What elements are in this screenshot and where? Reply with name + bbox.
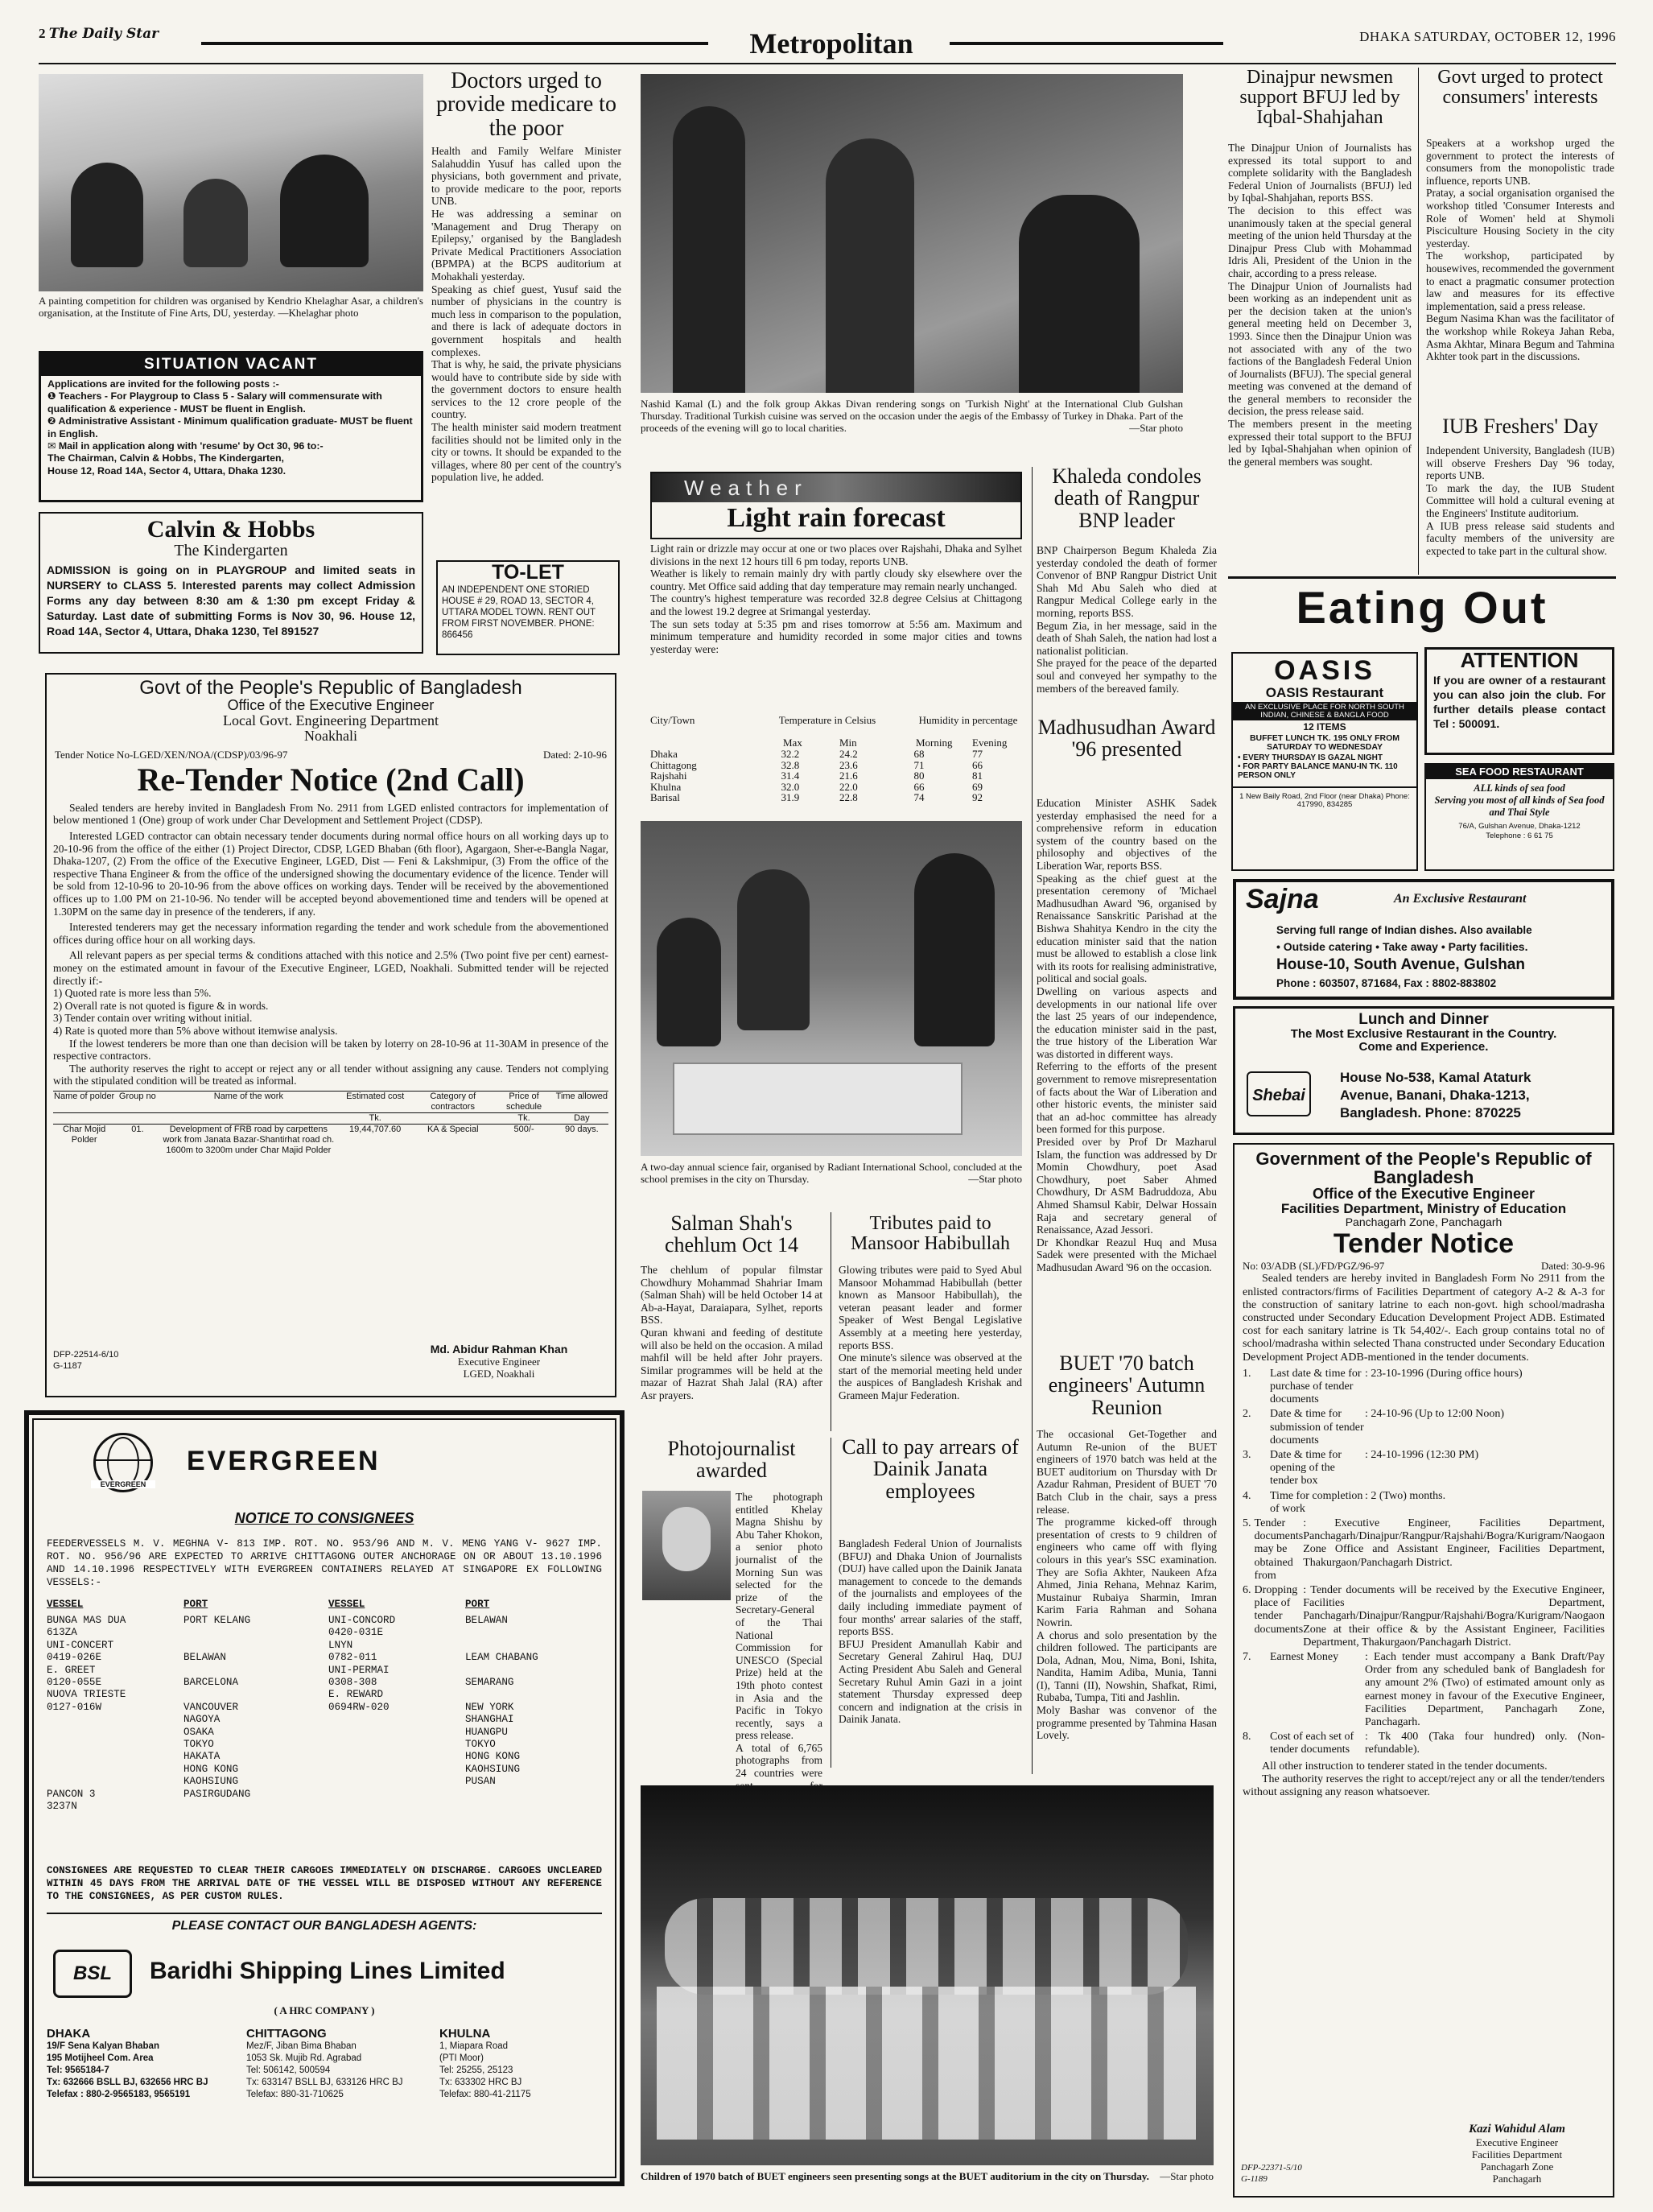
evergreen-logo (93, 1433, 153, 1492)
humidity-morning: 68 (913, 748, 925, 760)
item-number: 5. (1243, 1517, 1251, 1529)
sajna-logo: Sajna (1246, 884, 1319, 914)
page-number-flag (39, 26, 159, 42)
nashid-caption (641, 398, 1183, 456)
table-row (650, 760, 1004, 771)
item-value: : 24-10-1996 (12:30 PM) (1365, 1448, 1479, 1461)
humidity-evening: 69 (972, 780, 983, 793)
tender1-office: Office of the Executive Engineer (227, 697, 435, 714)
agent-office (47, 2027, 232, 2101)
calvin-body: ADMISSION is going on in PLAYGROUP and limited seats in NURSERY to CLASS 5. Interested parents may collect Admission Forms any day between 8:30 am & 1:30 pm except Friday & Saturday. Last date of submitting Forms is Nov 30, 96. House 12, Road 14A, Sector 4, Uttara, Dhaka 1230, Tel 891527 (47, 563, 415, 638)
sajna-line: • Outside catering • Take away • Party facilities. (1276, 940, 1528, 953)
tender1-paragraph: Interested tenderers may get the necessary information regarding the tender and work schedule from the abovementioned offices during office hour on all working days. (53, 921, 608, 946)
item-key: Date & time for opening of the tender box (1270, 1448, 1342, 1488)
shebai-logo: Shebai (1247, 1071, 1311, 1116)
photo-figure (826, 138, 914, 393)
city-name: Rajshahi (650, 770, 687, 782)
tender1-work-table (53, 1091, 608, 1156)
science-caption (641, 1161, 1022, 1199)
table-subheader: Morning (916, 737, 953, 749)
iub-body: Independent University, Bangladesh (IUB) will observe Freshers Day '96 today, reports UNB. To mark the day, the IUB Student Committee will hold a cultural evening at the Engineers' Institute auditorium. A IUB press release said students and faculty members of the university are expected to take part in the cultural show. (1426, 444, 1614, 557)
photo-figure (737, 869, 810, 1030)
city-name: Dhaka (650, 748, 678, 760)
oasis-buffet: BUFFET LUNCH TK. 195 ONLY FROM SATURDAY TO WEDNESDAY (1249, 733, 1400, 753)
table-unit: Day (574, 1112, 590, 1123)
humidity-morning: 74 (913, 791, 925, 803)
calvin-hobbs-ad (39, 512, 423, 654)
table-subheader: Min (839, 737, 857, 749)
table-unit: Tk. (517, 1112, 530, 1123)
office-city: DHAKA (47, 2027, 91, 2041)
table-unit (53, 1112, 115, 1124)
consumers-body: Speakers at a workshop urged the government to protect the interests of consumers from the monopolistic trade influence, reports UNB. Pratay, a social organisation organised the workshop titled 'Consumer Interests and Role of Women' held at Shymoli Pisciculture Housing Society in the city yesterday. The workshop, participated by housewives, recommended the government to enact a pragmatic consumer protection law and measures for its effective implementation, said a press release. Begum Nasima Khan was the facilitator of the workshop while Rokeya Jahan Reba, Asma Akhtar, Minara Begum and Tahmina Akhter took part in the discussions. (1426, 137, 1614, 363)
item-value: : 24-10-96 (Up to 12:00 Noon) (1365, 1408, 1505, 1421)
weather-table (650, 710, 1022, 807)
oasis-logo: OASIS (1274, 655, 1375, 686)
table-unit (115, 1112, 159, 1124)
photo-figure (657, 918, 721, 1046)
madhusudhan-headline: Madhusudhan Award '96 presented (1037, 716, 1216, 761)
table-row (650, 792, 1004, 803)
item-key: Tender documents may be obtained from (1254, 1517, 1304, 1582)
tender1-condition: 2) Overall rate is not quoted is figure & in words. (53, 999, 269, 1012)
table-unit (159, 1112, 337, 1124)
table-header: PORT (465, 1599, 490, 1610)
city-name: Chittagong (650, 758, 697, 771)
situation-title: SITUATION VACANT (41, 353, 421, 376)
table-header: Temperature in Celsius (778, 714, 876, 726)
max-temp: 31.4 (781, 770, 800, 782)
tender1-paragraph: The authority reserves the right to accept or reject any or all tender without assigning any cause. Tenders not complying with the stipulated condition will be treated as informal. (53, 1062, 608, 1087)
tender1-paragraph: If the lowest tenderers be more than one than decision will be taken by loterry on 28-10-96 at 11-30AM in presence of the respective contractors. (53, 1037, 608, 1063)
dateline: DHAKA SATURDAY, OCTOBER 12, 1996 (1359, 29, 1616, 44)
photo-figure (183, 179, 248, 267)
column-rule (1032, 467, 1033, 1774)
janata-body: Bangladesh Federal Union of Journalists (BFUJ) and Dhaka Union of Journalists (DUJ) have called upon the Dainik Janata management to concede to the demands of the journalists and employees of the daily including immediate payment of four months' arrear salaries of the staff, reports BSS. BFUJ President Amanullah Kabir and Secretary General Zahirul Haq, DUJ Acting President Abu Saleh and General Secretary Ruhul Amin Gazi in a joint statement Thursday expressed deep concern and indignation at the crisis in Dainik Janata. (839, 1537, 1022, 1726)
list-item (1243, 1517, 1605, 1583)
item-number: 8. (1243, 1731, 1251, 1744)
list-item (1243, 1490, 1605, 1516)
port-column: BELAWAN LEAM CHABANG SEMARANG NEW YORK SHANGHAI HUANGPU TOKYO HONG KONG KAOHSIUNG PUSAN (465, 1615, 538, 1788)
buet-headline: BUET '70 batch engineers' Autumn Reunion (1048, 1352, 1206, 1419)
table-cell: 90 days. (565, 1124, 599, 1134)
tender1-dated: Dated: 2-10-96 (542, 748, 607, 761)
item-value: : Executive Engineer, Facilities Department, Panchagarh/Dinajpur/Rangpur/Rajshahi/Bogra/Kurigram/Naogaon Zone Office and Assistant Engineer, Facilities Department, Thakurgaon/Panchagarh District. (1303, 1517, 1605, 1569)
tender2-intro: Sealed tenders are hereby invited in Bangladesh Form No 2911 from the enlisted contractors/firms of Facilities Department of category A-2 & A-3 for the construction of sanitary latrine to each non-govt. high school/madrasha constructed under Secondary Education Development Project ADB. Estimated cost for each sanitary latrine is Tk 54,402/-. Each group contains total no of school/madrasha within selected Thana constructed under Secondary Education Development Project ADB-mentioned in the tender documents. (1243, 1273, 1605, 1364)
page-number: 2 (39, 26, 46, 41)
divider (1228, 576, 1616, 579)
max-temp: 32.0 (781, 780, 800, 793)
tolet-ad (436, 560, 620, 655)
humidity-evening: 77 (972, 748, 983, 760)
humidity-evening: 92 (972, 791, 983, 803)
weather-box (650, 472, 1022, 539)
tender1-paragraph: Interested LGED contractor can obtain necessary tender documents during normal office hours on all working days up to 20-10-96 from the office of the either (1) Project Director, CDSP, LGED Bhaban (6th floor), Agargaon, Sher-e-Bangla Nagar, Dhaka-1207, (2) From the office of the Executive Engineer, LGED, Dist — Feni & Lakshmipur, (3) From the office of the respective Thana Engineer & from the office of the undersigned showing the documentary evidence of the licence. Tender will be sold from 12-10-96 to 20-10-96 from the above offices on working days. Tender will be received by the abovementioned offices up to 1.00 PM on 21-10-96. No tender will be accepted beyond abovementioned time and tenders will be opened at 1.30PM on the same day in presence of the tenderers, if any. (53, 830, 608, 918)
evergreen-warning: CONSIGNEES ARE REQUESTED TO CLEAR THEIR CARGOES IMMEDIATELY ON DISCHARGE. CARGOES UNCLEARED WITHIN 45 DAYS FROM THE ARRIVAL DATE OF THE VESSEL WILL BE DISPOSED WITHOUT ANY REFERENCE TO THE CONSIGNEES, AS PER CUSTOM RULES. (47, 1865, 602, 1902)
item-number: 7. (1243, 1650, 1251, 1663)
vessel-column: UNI-CONCORD 0420-031E LNYN 0782-011 UNI-PERMAI 0308-308 E. REWARD 0694RW-020 (328, 1615, 396, 1713)
item-value: : Each tender must accompany a Bank Draft/Pay Order from any scheduled bank of Bangladesh for any amount 2% (Two) of estimated amount only as earnest money in favour of the Executive Engineer, Facilities Department, Panchagarh Zone, Panchagarh. (1365, 1650, 1605, 1728)
calvin-title: Calvin & Hobbs (146, 516, 315, 543)
evergreen-notice (24, 1410, 625, 2186)
evergreen-intro: FEEDERVESSELS M. V. MEGHNA V- 813 IMP. ROT. NO. 953/96 AND M. V. MENG YANG V- 9627 IMP. ROT. NO. 956/96 ARE EXPECTED TO ARRIVE CHITTAGONG OUTER ANCHORAGE ON OR ABOUT 13.10.1996 AND 14.10.1996 RESPECTIVELY WITH EVERGREEN CONTAINERS RELAYED AT SINGAPORE EX FOLLOWING VESSELS:- (47, 1538, 602, 1588)
tender1-paragraph: All relevant papers as per special terms & conditions attached with this notice and 2.5% (Two point five per cent) earnest-money on the estimated amount in favour of the Executive Engineer, LGED, Noakhali. Submitted tender will be rejected directly if:- (53, 949, 608, 987)
tender1-notice-no: Tender Notice No-LGED/XEN/NOA/(CDSP)/03/96-97 (55, 748, 288, 761)
dinajpur-body: The Dinajpur Union of Journalists has expressed its total support to and complete solidarity with the Bangladesh Federal Union of Journalists (BFUJ) led by Iqbal-Shahjahan, reports BSS. The decision to this effect was unanimously taken at the special general meeting of the union held Thursday at the Dinajpur Press Club with Mohammad Idris Ali, President of the Union in the chair, according to a press release. The Dinajpur Union of Journalists had been working as an independent unit as per the decision taken at the union's general meeting held on December 3, 1993. Since then the Dinajpur Union was not associated with any of the two factions of the Bangladesh Federal Union of Journalists (BFUJ). The special general meeting was convened at the demand of the general members to reconsider the decision, the press release said. The members present in the meeting expressed their total support to the BFUJ led by Iqbal-Shahjahan when opinion of the general members was sought. (1228, 142, 1412, 468)
max-temp: 32.8 (781, 758, 800, 771)
item-key: Time for completion of work (1270, 1489, 1363, 1515)
humidity-morning: 80 (913, 770, 925, 782)
photo-figure (280, 155, 369, 267)
shebai-line: Come and Experience. (1358, 1039, 1489, 1054)
list-item (1243, 1368, 1605, 1407)
table-header: Group no (118, 1091, 156, 1101)
table-header: Name of the work (213, 1091, 283, 1101)
eating-out-title: Eating Out (1296, 582, 1548, 633)
tender1-dfp: DFP-22514-6/10 G-1187 (53, 1350, 119, 1371)
list-item (1243, 1651, 1605, 1729)
table-row (53, 1124, 608, 1156)
item-value: : 2 (Two) months. (1365, 1489, 1446, 1502)
oasis-ad (1231, 652, 1418, 871)
table-header: City/Town (650, 714, 695, 726)
tender2-title: Tender Notice (1333, 1228, 1515, 1259)
table-cell: 01. (131, 1124, 144, 1134)
tender2-dated: Dated: 30-9-96 (1540, 1260, 1605, 1273)
item-number: 1. (1243, 1367, 1251, 1380)
table-cell: 19,44,707.60 (349, 1124, 402, 1134)
table-header: Estimated cost (346, 1091, 405, 1101)
photo-model (673, 1063, 963, 1135)
tender2-gov: Government of the People's Republic of Bangladesh (1255, 1149, 1592, 1188)
attention-body: If you are owner of a restaurant you can also join the club. For further details please contact Tel : 500091. (1433, 674, 1606, 731)
agent-office (439, 2027, 608, 2101)
tender1-dept: Local Govt. Engineering Department (223, 712, 439, 729)
humidity-evening: 66 (972, 758, 983, 771)
tender2-zone: Panchagarh Zone, Panchagarh (1345, 1215, 1503, 1228)
photojournalist-headline: Photojournalist awarded (667, 1437, 796, 1483)
humidity-morning: 66 (913, 780, 925, 793)
masthead-rule (39, 63, 1616, 64)
photo-credit: —Star photo (1160, 2170, 1214, 2182)
table-unit (413, 1112, 493, 1124)
seafood-body: ALL kinds of sea food Serving you most of all kinds of Sea food and Thai Style (1434, 782, 1605, 818)
calvin-subtitle: The Kindergarten (174, 541, 288, 559)
table-header: Name of polder (54, 1091, 115, 1101)
science-fair-photo (641, 821, 1022, 1156)
humidity-morning: 71 (913, 758, 925, 771)
tender2-dept: Facilities Department, Ministry of Education (1280, 1201, 1567, 1217)
photo-figure (1019, 195, 1140, 393)
khaleda-body: BNP Chairperson Begum Khaleda Zia yesterday condoled the death of former Convenor of BNP Rangpur District Unit Shah Md Abu Saleh who died at Rangpur Medical College early in the morning, reports BSS. Begum Zia, in her message, said in the death of Shah Saleh, the nation had lost a nationalist politician. She prayed for the peace of the departed soul and conveyed her sympathy to the members of the bereaved family. (1037, 544, 1217, 695)
seafood-ad (1424, 763, 1614, 871)
table-header: PORT (183, 1599, 208, 1610)
lged-tender-notice (45, 673, 616, 1397)
item-number: 6. (1243, 1583, 1251, 1596)
max-temp: 31.9 (781, 791, 800, 803)
min-temp: 24.2 (839, 748, 858, 760)
office-city: CHITTAGONG (246, 2027, 327, 2041)
table-header: VESSEL (328, 1599, 365, 1610)
item-value: : Tender documents will be received by the Executive Engineer, Facilities Department, Panchagarh/Dinajpur/Rangpur/Rajshahi/Bogra/Kurigram/Naogaon Zone at their office & by the Assistant Engineer, Facilities Department, Thakurgaon/Panchagarh District. (1303, 1583, 1605, 1649)
tender1-condition: 4) Rate is quoted more than 5% above without itemwise analysis. (53, 1024, 338, 1037)
item-number: 2. (1243, 1408, 1251, 1421)
table-header: Time allowed (555, 1091, 608, 1101)
masthead-rule-right (950, 42, 1223, 45)
khaleda-headline: Khaleda condoles death of Rangpur BNP leader (1052, 464, 1202, 532)
sajna-line: House-10, South Avenue, Gulshan (1276, 956, 1525, 973)
salman-body: The chehlum of popular filmstar Chowdhury Mohammad Shahriar Imam (Salman Shah) will be held October 14 at Ab-a-Hayat, Daraiapara, Sylhet, reports BSS. Quran khwani and feeding of destitute will also be held on the occasion. A milad mahfil will be held after Johr prayers. Similar programmes will be held at the mazar of Hazrat Shah Jalal (RA) after Asr prayers. (641, 1264, 822, 1401)
caption-text: Children of 1970 batch of BUET engineers seen presenting songs at the BUET auditorium in the city on Thursday. (641, 2170, 1149, 2182)
table-cell: Development of FRB road by carpettens work from Janata Bazar-Shantirhat road ch. 1600m to 3200m under Char Majid Polder (163, 1124, 335, 1155)
shebai-line: Avenue, Banani, Dhaka-1213, (1340, 1087, 1530, 1103)
min-temp: 21.6 (839, 770, 858, 782)
evergreen-brand: EVERGREEN (187, 1446, 381, 1476)
photojournalist-body: The photograph entitled Khelay Magna Shishu by Abu Taher Khokon, a senior photo journalist of the Morning Sun was selected for the prize of the Secretary-General of the Thai National Commission for UNESCO (Special Prize) held at the 19th photo contest in Asia and the Pacific in Tokyo recently, says a press release. A total of 6,765 photographs from 24 countries were (736, 1491, 822, 1780)
vessel-table (47, 1599, 602, 1853)
shebai-ad (1233, 1006, 1614, 1135)
nashid-kamal-photo (641, 74, 1183, 393)
bsl-logo (53, 1950, 132, 1998)
agent-name: Baridhi Shipping Lines Limited (150, 1958, 505, 1984)
sajna-tag: An Exclusive Restaurant (1394, 892, 1527, 906)
situation-vacant-ad (39, 351, 423, 502)
tender1-paragraph: Sealed tenders are hereby invited in Bangladesh From No. 2911 from LGED enlisted contractors for implementation of below mentioned 1 (One) group of work under Char Development and Settlement Project (CDSP). (53, 801, 608, 827)
tolet-body: AN INDEPENDENT ONE STORIED HOUSE # 29, ROAD 13, SECTOR 4, UTTARA MODEL TOWN. RENT OUT FROM FIRST NOVEMBER. PHONE: 866456 (442, 585, 596, 641)
list-item (1243, 1408, 1605, 1447)
tributes-headline: Tributes paid to Mansoor Habibullah (851, 1213, 1010, 1255)
table-row (650, 782, 1004, 793)
table-header: VESSEL (47, 1599, 84, 1610)
tender1-place: Noakhali (304, 727, 357, 744)
consumers-headline: Govt urged to protect consumers' interests (1437, 67, 1603, 109)
list-item (1243, 1584, 1605, 1649)
doctors-headline: Doctors urged to provide medicare to the poor (436, 68, 616, 141)
seafood-address: 76/A, Gulshan Avenue, Dhaka-1212 Telephone : 6 61 75 (1458, 821, 1581, 840)
tributes-body: Glowing tributes were paid to Syed Abul Mansoor Mohammad Habibullah (better known as Mansoor Habibullah), the veteran peasant leader and former Speaker of West Bengal Legislative Assembly at a meeting here yesterday, reports BSS. One minute's silence was observed at the start of the memorial meeting held under the auspices of Bangladesh Krishak and Grameen Majur Federation. (839, 1264, 1022, 1401)
tolet-title: TO-LET (492, 561, 564, 584)
min-temp: 22.8 (839, 791, 858, 803)
sajna-line: Phone : 603507, 871684, Fax : 8802-883802 (1276, 977, 1497, 989)
globe-icon (96, 1459, 150, 1461)
buet-body: The occasional Get-Together and Autumn Re-union of the BUET engineers of 1970 batch was held at the BUET auditorium on Thursday with Dr Azadur Rahman, President of BUET '70 Batch Club in the chair, says a press release. The programme kicked-off through presentation of crests to 9 children of engineers who came off with flying colours in this year's SSC examination. They are Sofia Akhter, Naukeen Afza Ahmed, Jinia Rehana, Mehnaz Karim, Mustainur Rubaiya Sharmin, Imran Karim Faria Rahman and Sohana Nowrin. A chorus and solo presentation by the children followed. The participants are Dola, Adnan, Mou, Nima, Boni, Ishita, Nandita, Hamim Adiba, Munia, Tanni (I), Tanni (II), Nowshin, Shafkat, Rimi, Rubaba, Tumpa, Titi and Jashlin. Moly Bashar was convenor of the programme presented by Tahmina Hasan Lovely. (1037, 1428, 1217, 1742)
tender1-title: Re-Tender Notice (2nd Call) (137, 761, 525, 798)
bsl-logo-text: BSL (73, 1962, 112, 1984)
caption-text: Nashid Kamal (L) and the folk group Akkas Divan rendering songs on 'Turkish Night' at the International Club Gulshan Thursday. Traditional Turkish cuisine was served on the occasion under the aegis of the Embassy of Turkey in Dhaka. Part of the proceeds of the evening will go to local charities. (641, 398, 1183, 434)
oasis-address: 1 New Baily Road, 2nd Floor (near Dhaka) Phone: 417990, 834285 (1233, 786, 1416, 814)
city-name: Barisal (650, 791, 680, 803)
table-header: Price of schedule (506, 1091, 542, 1112)
tender2-office: Office of the Executive Engineer (1312, 1186, 1536, 1203)
photo-credit: —Star photo (1129, 422, 1183, 434)
table-header: Humidity in percentage (918, 714, 1018, 726)
table-unit: Tk. (369, 1112, 381, 1123)
table-units-row (53, 1112, 608, 1124)
oasis-items: 12 ITEMS (1303, 721, 1346, 733)
attention-title: ATTENTION (1460, 648, 1579, 672)
port-column: PORT KELANG BELAWAN BARCELONA VANCOUVER NAGOYA OSAKA TOKYO HAKATA HONG KONG KAOHSIUNG PASIRGUDANG (183, 1615, 251, 1800)
paper-name: The Daily Star (48, 26, 159, 42)
agent-office (246, 2027, 423, 2101)
contact-label: PLEASE CONTACT OUR BANGLADESH AGENTS: (171, 1919, 477, 1933)
oasis-subtitle: OASIS Restaurant (1265, 684, 1384, 700)
facilities-tender-notice (1233, 1143, 1614, 2198)
table-subheader: Evening (972, 737, 1008, 749)
item-number: 4. (1243, 1489, 1251, 1502)
photo-figure (665, 1898, 1188, 1995)
item-value: : Tk 400 (Taka four hundred) only. (Non-refundable). (1365, 1731, 1605, 1756)
weather-banner: Weather (652, 473, 1020, 502)
masthead-rule-left (201, 42, 708, 45)
item-key: Date & time for submission of tender documents (1270, 1408, 1364, 1446)
office-address: 19/F Sena Kalyan Bhaban 195 Motijheel Com. Area Tel: 9565184-7 Tx: 632666 BSLL BJ, 632656 HRC BJ Telefax : 880-2-9565183, 9565191 (47, 2041, 208, 2099)
salman-headline: Salman Shah's chehlum Oct 14 (664, 1211, 799, 1257)
table-row (650, 770, 1004, 782)
table-header: Category of contractors (430, 1091, 476, 1112)
madhusudhan-body: Education Minister ASHK Sadek yesterday emphasised the need for a comprehensive reform in education system of the country based on the philosophy and objectives of the Liberation War, reports BSS. Speaking as the chief guest at the presentation ceremony of 'Michael Madhusudhan Award '96, organised by Renaissance Sanskritic Parishad at the Bishwa Shahitya Kendro in the city the education minister said that the nation must be allowed to establish a close link with its roots for realising administrative, political and social goals. Dwelling on various aspects and developments in our national life over the last 25 years of our independence, the education minister said in the past, the true history of the Liberation War was distorted in different ways. Referring to the efforts of the present government to remove misrepresentation of facts about the War of Liberation and other historic events, the minister said that an ad-hoc committee has already been formed for this purpose. Presided over by Prof Dr Mazharul Islam, the function was addressed by Dr Momin Chowdhury, poet Asad Chowdhury, poet Saber Ahmed Chowdhury, Dr ASM Badruddoza, Abu Ahmed Shamsul Kabir, Delwar Hossain Raja and secretary general of Renaissance, Azad Jessori. Dr Khondkar Reazul Huq and Musa Sadek were presented with the Michael Madhusudan Award '96 on the occasion. (1037, 797, 1217, 1273)
item-key: Last date & time for purchase of tender documents (1270, 1367, 1362, 1406)
photo-credit: —Star photo (968, 1173, 1022, 1185)
buet-photo-caption (641, 2170, 1214, 2198)
weather-rows (650, 749, 1022, 803)
tender1-condition: 1) Quoted rate is more less than 5%. (53, 987, 212, 1000)
tender2-signer-title: Executive Engineer Facilities Department Panchagarh Zone Panchagarh (1471, 2136, 1563, 2185)
section-title: Metropolitan (749, 27, 913, 60)
oasis-tag: AN EXCLUSIVE PLACE FOR NORTH SOUTH INDIAN, CHINESE & BANGLA FOOD (1233, 702, 1416, 721)
photo-figure (673, 106, 745, 393)
item-value: : 23-10-1996 (During office hours) (1365, 1367, 1523, 1380)
logo-text: EVERGREEN (91, 1480, 155, 1488)
min-temp: 23.6 (839, 758, 858, 771)
table-row (650, 749, 1004, 760)
situation-body: Applications are invited for the following posts :- ❶ Teachers - For Playgroup to Class 5 - Salary will commensurate with qualification & experience - MUST be fluent in English. ❷ Administrative Assistant - Minimum qualification graduate- MUST be fluent in English. ✉ Mail in application along with 'resume' by Oct 30, 96 to:- The Chairman, Calvin & Hobbs, The Kindergarten, House 12, Road 14A, Sector 4, Uttara, Dhaka 1230. (47, 378, 413, 477)
doctors-body: Health and Family Welfare Minister Salahuddin Yusuf has called upon the physicians, both government and private, to provide medicare to the poor, reports UNB. He was addressing a seminar on 'Management and Drug Therapy on Epilepsy,' organised by the Bangladesh Private Medical Practitioners Association (BPMPA) at the BCPS auditorium at Mohakhali yesterday. Speaking as chief guest, Yusuf said the number of physicians in the country is much less in comparison to the population, and there is lack of adequate doctors in government hospitals and health complexes. That is why, he said, the private physicians would have to contribute side by side with the government doctors to ensure health services to the 12 crore people of the country. The health minister said modern treatment facilities should not be limited only in the city or towns. It should be expanded to the villages, where 80 per cent of the country's population live, he added. (431, 145, 621, 484)
shebai-line: Bangladesh. Phone: 870225 (1340, 1105, 1521, 1120)
photo-figure (71, 163, 143, 267)
weather-headline: Light rain forecast (727, 503, 946, 533)
tender1-condition: 3) Tender contain over writing without initial. (53, 1012, 253, 1025)
column-rule (1418, 68, 1419, 575)
office-city: KHULNA (439, 2027, 491, 2041)
tender2-signer: Kazi Wahidul Alam (1469, 2123, 1565, 2136)
vessel-column: BUNGA MAS DUA 613ZA UNI-CONCERT 0419-026E E. GREET 0120-055E NUOVA TRIESTE 0127-016W PANCON 3 3237N (47, 1615, 126, 1813)
humidity-evening: 81 (972, 770, 983, 782)
oasis-bullet: • FOR PARTY BALANCE MANU-IN TK. 110 PERSON ONLY (1238, 762, 1398, 781)
agent-subtitle: ( A HRC COMPANY ) (274, 2004, 375, 2016)
table-cell: KA & Special (427, 1124, 479, 1134)
tender2-closing: All other instruction to tenderer stated in the tender documents. (1262, 1760, 1548, 1772)
item-number: 3. (1243, 1448, 1251, 1461)
item-key: Earnest Money (1270, 1650, 1339, 1663)
list-item (1243, 1449, 1605, 1488)
janata-headline: Call to pay arrears of Dainik Janata employees (842, 1435, 1019, 1503)
tender2-items (1235, 1364, 1613, 1757)
office-address: Mez/F, Jiban Bima Bhaban 1053 Sk. Mujib Rd. Agrabad Tel: 506142, 500594 Tx: 633147 BSLL BJ, 633126 HRC BJ Telefax: 880-31-710625 (246, 2041, 403, 2099)
photo-figure (657, 1987, 1196, 2140)
table-cell: Char Mojid Polder (63, 1124, 106, 1145)
item-key: Dropping place of tender documents (1254, 1583, 1304, 1636)
kendrio-caption: A painting competition for children was organised by Kendrio Khelaghar Asar, a children's organisation, at the Institute of Fine Arts, DU, yesterday. —Khelaghar photo (39, 295, 423, 319)
photo-figure (914, 853, 995, 1046)
attention-ad (1424, 647, 1614, 755)
table-subheader: Max (783, 737, 802, 749)
iub-headline: IUB Freshers' Day (1442, 415, 1598, 438)
weather-body: Light rain or drizzle may occur at one or two places over Rajshahi, Dhaka and Sylhet divisions in the next 12 hours till 6 pm today, reports UNB. Weather is likely to remain mainly dry with partly cloudy sky elsewhere over the country. Met Office said adding that day temperature may remain nearly unchanged. The country's highest temperature was recorded 32.8 degree Celsius at Chittagong and the lowest 19.2 degree at Srimangal yesterday. The sun sets today at 5:35 pm and rises tomorrow at 5:56 am. Maximum and minimum temperature and humidity recorded in some major cities and towns yesterday were: (650, 543, 1022, 655)
sajna-line: Serving full range of Indian dishes. Also available (1276, 924, 1532, 936)
office-address: 1, Miapara Road (PTI Moor) Tel: 25255, 25123 Tx: 633302 HRC BJ Telefax: 880-41-21175 (439, 2041, 531, 2099)
divider (47, 1913, 602, 1914)
kendrio-photo (39, 74, 423, 291)
tender2-closing: The authority reserves the right to accept/reject any or all the tender/tenders without assigning any reason whatsoever. (1243, 1772, 1605, 1798)
dinajpur-headline: Dinajpur newsmen support BFUJ led by Iqbal-Shahjahan (1239, 67, 1400, 129)
city-name: Khulna (650, 780, 682, 793)
list-item (1243, 1731, 1605, 1756)
caption-text: A two-day annual science fair, organised by Radiant International School, concluded at the school premises in the city on Thursday. (641, 1161, 1022, 1185)
min-temp: 22.0 (839, 780, 858, 793)
tender2-number: No: 03/ADB (SL)/FD/PGZ/96-97 (1243, 1260, 1385, 1273)
shebai-line: The Most Exclusive Restaurant in the Country. (1290, 1026, 1557, 1041)
tender1-gov: Govt of the People's Republic of Bangladesh (139, 677, 522, 699)
tender1-signer: Md. Abidur Rahman Khan (430, 1343, 568, 1356)
oasis-bullet: • EVERY THURSDAY IS GAZAL NIGHT (1238, 753, 1383, 763)
shebai-title: Lunch and Dinner (1358, 1011, 1489, 1028)
table-cell: 500/- (513, 1124, 534, 1134)
max-temp: 32.2 (781, 748, 800, 760)
tender1-signer-title: Executive Engineer LGED, Noakhali (457, 1356, 541, 1380)
tender2-dfp: DFP-22371-5/10 G-1189 (1241, 2163, 1302, 2184)
item-key: Cost of each set of tender documents (1270, 1731, 1354, 1756)
shebai-line: House No-538, Kamal Ataturk (1340, 1070, 1531, 1085)
table-header-row (53, 1091, 608, 1112)
sajna-ad (1233, 879, 1614, 1000)
buet-children-photo (641, 1785, 1214, 2165)
seafood-title: SEA FOOD RESTAURANT (1426, 765, 1613, 779)
evergreen-title: NOTICE TO CONSIGNEES (234, 1510, 414, 1526)
